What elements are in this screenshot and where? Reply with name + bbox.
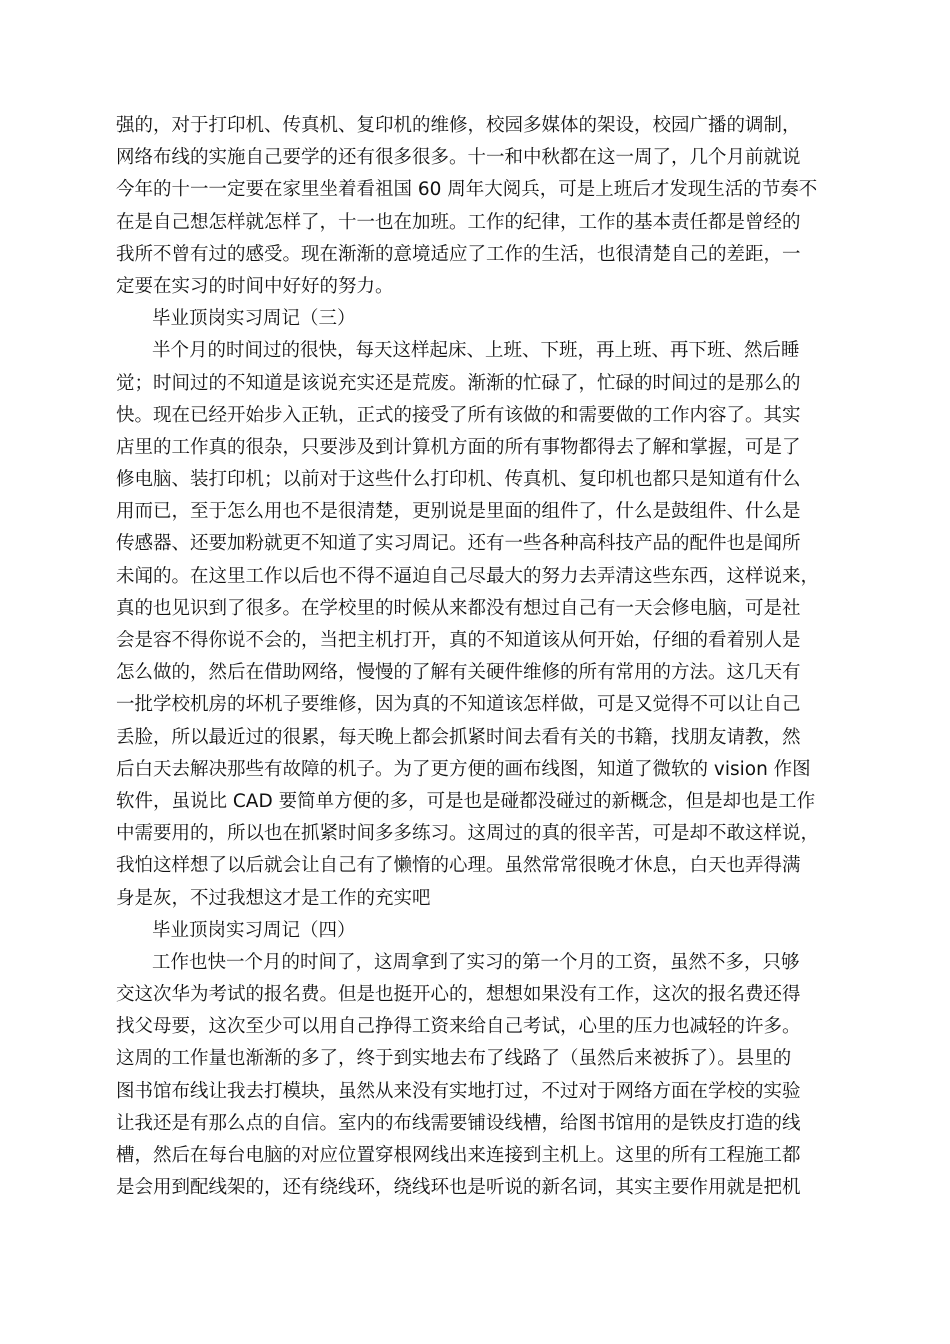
text-line: 图书馆布线让我去打模块，虽然从来没有实地打过，不过对于网络方面在学校的实验 bbox=[116, 1080, 801, 1102]
text-line: 在是自己想怎样就怎样了，十一也在加班。工作的纪律，工作的基本责任都是曾经的 bbox=[116, 211, 801, 233]
text-line: 毕业顶岗实习周记（四） bbox=[152, 919, 356, 941]
text-line: 传感器、还要加粉就更不知道了实习周记。还有一些各种高科技产品的配件也是闻所 bbox=[116, 533, 801, 555]
text-line: 网络布线的实施自己要学的还有很多很多。十一和中秋都在这一周了，几个月前就说 bbox=[116, 147, 801, 169]
text-line: 快。现在已经开始步入正轨，正式的接受了所有该做的和需要做的工作内容了。其实 bbox=[116, 404, 801, 426]
text-line: 软件，虽说比 CAD 要简单方便的多，可是也是碰都没碰过的新概念，但是却也是工作 bbox=[116, 790, 816, 812]
text-line: 会是容不得你说不会的，当把主机打开，真的不知道该从何开始，仔细的看着别人是 bbox=[116, 630, 801, 651]
text-line: 身是灰，不过我想这才是工作的充实吧 bbox=[116, 887, 431, 909]
text-line: 槽，然后在每台电脑的对应位置穿根网线出来连接到主机上。这里的所有工程施工都 bbox=[116, 1145, 801, 1166]
text-line: 交这次华为考试的报名费。但是也挺开心的，想想如果没有工作，这次的报名费还得 bbox=[116, 984, 801, 1006]
text-line: 半个月的时间过的很快，每天这样起床、上班、下班，再上班、再下班、然后睡 bbox=[152, 340, 800, 362]
text-line: 后白天去解决那些有故障的机子。为了更方便的画布线图，知道了微软的 vision 作图 bbox=[116, 758, 811, 780]
text-line: 怎么做的，然后在借助网络，慢慢的了解有关硬件维修的所有常用的方法。这几天有 bbox=[116, 662, 801, 684]
text-line: 是会用到配线架的，还有绕线环，绕线环也是听说的新名词，其实主要作用就是把机 bbox=[116, 1177, 801, 1199]
text-line: 让我还是有那么点的自信。室内的布线需要铺设线槽，给图书馆用的是铁皮打造的线 bbox=[116, 1112, 801, 1134]
text-line: 工作也快一个月的时间了，这周拿到了实习的第一个月的工资，虽然不多，只够 bbox=[152, 951, 800, 973]
text-line: 定要在实习的时间中好好的努力。 bbox=[116, 275, 394, 297]
text-line: 觉；时间过的不知道是该说充实还是荒废。渐渐的忙碌了，忙碌的时间过的是那么的 bbox=[116, 372, 801, 394]
text-line: 找父母要，这次至少可以用自己挣得工资来给自己考试，心里的压力也减轻的许多。 bbox=[116, 1016, 801, 1038]
text-line: 修电脑、装打印机；以前对于这些什么打印机、传真机、复印机也都只是知道有什么 bbox=[116, 469, 801, 491]
text-line: 强的，对于打印机、传真机、复印机的维修，校园多媒体的架设，校园广播的调制， bbox=[116, 115, 801, 136]
text-line: 用而已，至于怎么用也不是很清楚，更别说是里面的组件了，什么是鼓组件、什么是 bbox=[116, 501, 801, 523]
text-line: 中需要用的，所以也在抓紧时间多多练习。这周过的真的很辛苦，可是却不敢这样说， bbox=[116, 823, 820, 845]
text-line: 丢脸，所以最近过的很累，每天晚上都会抓紧时间去看有关的书籍，找朋友请教，然 bbox=[116, 726, 801, 748]
text-line: 这周的工作量也渐渐的多了，终于到实地去布了线路了（虽然后来被拆了）。县里的 bbox=[116, 1048, 792, 1070]
text-line: 店里的工作真的很杂，只要涉及到计算机方面的所有事物都得去了解和掌握，可是了 bbox=[116, 436, 801, 458]
text-line: 我怕这样想了以后就会让自己有了懒惰的心理。虽然常常很晚才休息，白天也弄得满 bbox=[116, 855, 801, 877]
document-body bbox=[116, 110, 836, 1204]
text-line: 一批学校机房的坏机子要维修，因为真的不知道该怎样做，可是又觉得不可以让自己 bbox=[116, 694, 801, 716]
text-line: 真的也见识到了很多。在学校里的时候从来都没有想过自己有一天会修电脑，可是社 bbox=[116, 597, 801, 619]
text-line: 我所不曾有过的感受。现在渐渐的意境适应了工作的生活，也很清楚自己的差距，一 bbox=[116, 243, 801, 265]
text-line: 毕业顶岗实习周记（三） bbox=[152, 308, 356, 330]
text-line: 未闻的。在这里工作以后也不得不逼迫自己尽最大的努力去弄清这些东西，这样说来， bbox=[116, 565, 820, 587]
text-line: 今年的十一一定要在家里坐着看祖国 60 周年大阅兵，可是上班后才发现生活的节奏不 bbox=[116, 179, 818, 201]
